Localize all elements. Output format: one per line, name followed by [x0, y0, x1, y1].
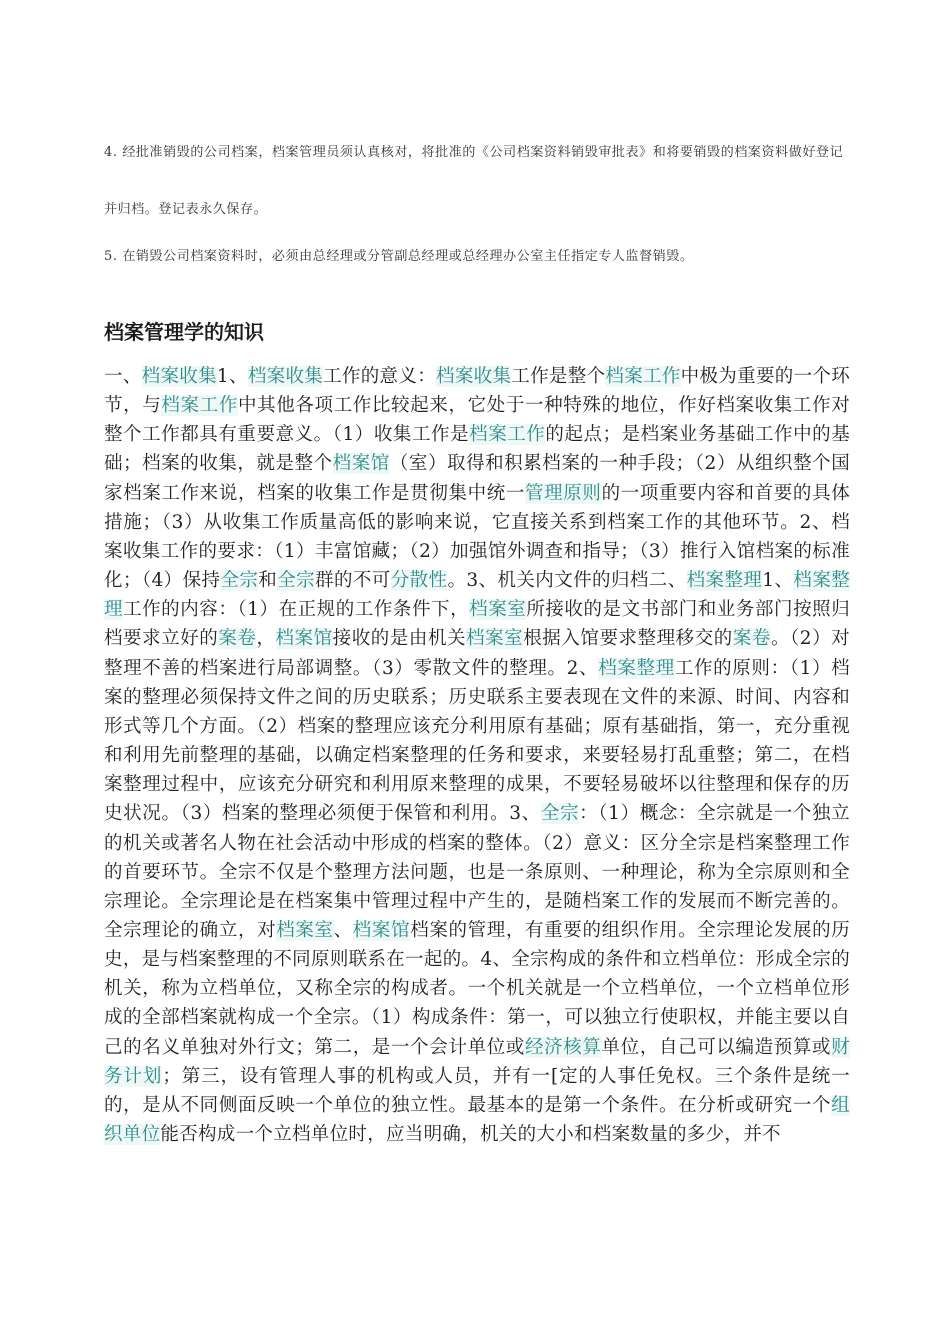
keyword-link[interactable]: 经济核算: [525, 1036, 602, 1058]
paragraph-item-4: 4. 经批准销毁的公司档案，档案管理员须认真核对，将批准的《公司档案资料销毁审批表》和将要销毁的档案资料做好登记并归档。登记表永久保存。: [104, 145, 844, 217]
body-text-run: 。3、机关内文件的归档二、: [447, 570, 687, 592]
body-text-run: ，: [256, 628, 276, 650]
keyword-link[interactable]: 全宗: [277, 570, 316, 592]
body-text-run: 工作的意义：: [323, 366, 437, 387]
keyword-link[interactable]: 档案整理: [104, 570, 851, 621]
keyword-link[interactable]: 管理原则: [525, 482, 602, 504]
keyword-link[interactable]: 档案收集: [247, 366, 324, 387]
body-text-run: 的一项重要内容和首要的具体措施；（3）从收集工作质量高低的影响来说，它直接关系到档案工作的其他环节。2、档案收集工作的要求：（1）丰富馆藏；（2）加强馆外调查和指导；（3）推行入馆档案的标准化；（4）保持: [104, 482, 851, 592]
keyword-link[interactable]: 档案收集: [436, 366, 512, 387]
body-text-run: 中极为重要的一个环节，与: [104, 366, 851, 417]
body-text-run: 中其他各项工作比较起来，它处于一种特殊的地位，作好档案收集工作对整个工作都具有重要意义。（1）收集工作是: [104, 395, 850, 446]
body-text-run: 工作的内容：（1）在正规的工作条件下，: [123, 599, 470, 621]
body-text-run: 的起点；是档案业务基础工作中的基础；档案的收集，就是整个: [104, 424, 851, 475]
body-text-run: 群的不可: [315, 570, 391, 592]
keyword-link[interactable]: 档案工作: [469, 424, 546, 446]
keyword-link[interactable]: 档案室: [466, 628, 524, 650]
keyword-link[interactable]: 组织单位: [104, 1094, 850, 1146]
keyword-link[interactable]: 档案整理: [598, 657, 675, 679]
keyword-link[interactable]: 分散性: [390, 570, 448, 592]
keyword-link[interactable]: 档案工作: [605, 366, 681, 387]
keyword-link[interactable]: 全宗: [540, 803, 580, 825]
keyword-link[interactable]: 档案整理: [686, 570, 763, 592]
keyword-link[interactable]: 案卷: [732, 628, 771, 650]
body-text-run: 工作是整个: [511, 366, 606, 387]
keyword-link[interactable]: 财务计划: [104, 1036, 850, 1087]
body-paragraph: [104, 362, 850, 1149]
keyword-link[interactable]: 档案收集: [141, 366, 217, 387]
keyword-link[interactable]: 案卷: [218, 628, 257, 650]
body-text-run: 单位，自己可以编造预算或: [601, 1036, 832, 1058]
keyword-link[interactable]: 档案室: [469, 599, 527, 621]
body-text-run: 和: [258, 570, 278, 592]
body-text-run: 档案的管理，有重要的组织作用。全宗理论发展的历史，是与档案整理的不同原则联系在一起的。4、全宗构成的条件和立档单位：形成全宗的机关，称为立档单位，又称全宗的构成者。一个机关就是一个立档单位，一个立档单位形成的全部档案就构成一个全宗。（1）构成条件：第一，可以独立行使职权，并能主要以自己的名义单独对外行文；第二，是一个会计单位或: [104, 919, 851, 1058]
body-text-run: ：（1）概念：全宗就是一个独立的机关或著名人物在社会活动中形成的档案的整体。（2）意义：区分全宗是档案整理工作的首要环节。全宗不仅是个整理方法问题，也是一条原则、一种理论，称为全宗原则和全宗理论。全宗理论是在档案集中管理过程中产生的，是随档案工作的发展而不断完善的。全宗理论的确立，对: [104, 803, 850, 941]
body-text-run: 1、: [216, 366, 248, 387]
body-text-run: 1、: [762, 570, 794, 592]
section-title: 档案管理学的知识: [104, 320, 264, 344]
body-text-run: 工作的原则：（1）档案的整理必须保持文件之间的历史联系；历史联系主要表现在文件的来源、时间、内容和形式等几个方面。（2）档案的整理应该充分利用原有基础；原有基础指，第一，充分重视和利用先前整理的基础，以确定档案整理的任务和要求，来要轻易打乱重整；第二，在档案整理过程中，应该充分研究和利用原来整理的成果，不要轻易破坏以往整理和保存的历史状况。（3）档案的整理必须便于保管和利用。3、: [104, 657, 850, 825]
keyword-link[interactable]: 档案馆: [352, 919, 411, 941]
body-text-run: （室）取得和积累档案的一种手段；（2）从组织整个国家档案工作来说，档案的收集工作是贯彻集中统一: [104, 453, 850, 504]
body-text-run: 所接收的是文书部门和业务部门按照归档要求立好的: [104, 599, 850, 650]
body-text-run: ；第三，设有管理人事的机构或人员，并有一[定的人事任免权。三个条件是统一的，是从不同侧面反映一个单位的独立性。最基本的是第一个条件。在分析或研究一个: [104, 1065, 850, 1116]
keyword-link[interactable]: 档案室: [276, 919, 334, 941]
keyword-link[interactable]: 档案馆: [275, 628, 333, 650]
body-text-run: 。（2）对整理不善的档案进行局部调整。（3）零散文件的整理。2、: [104, 628, 850, 679]
keyword-link[interactable]: 档案工作: [161, 395, 238, 417]
body-text-run: 、: [333, 919, 353, 941]
body-text-run: 根据入馆要求整理移交的: [523, 628, 733, 650]
paragraph-item-5: 5. 在销毁公司档案资料时，必须由总经理或分管副总经理或总经理办公室主任指定专人监督销毁。: [104, 249, 694, 264]
keyword-link[interactable]: 全宗: [220, 570, 259, 592]
body-text-run: 能否构成一个立档单位时，应当明确，机关的大小和档案数量的多少，并不: [160, 1124, 781, 1146]
body-text-run: 接收的是由机关: [332, 628, 467, 650]
keyword-link[interactable]: 档案馆: [332, 453, 390, 475]
body-text-run: 一、: [104, 366, 142, 387]
